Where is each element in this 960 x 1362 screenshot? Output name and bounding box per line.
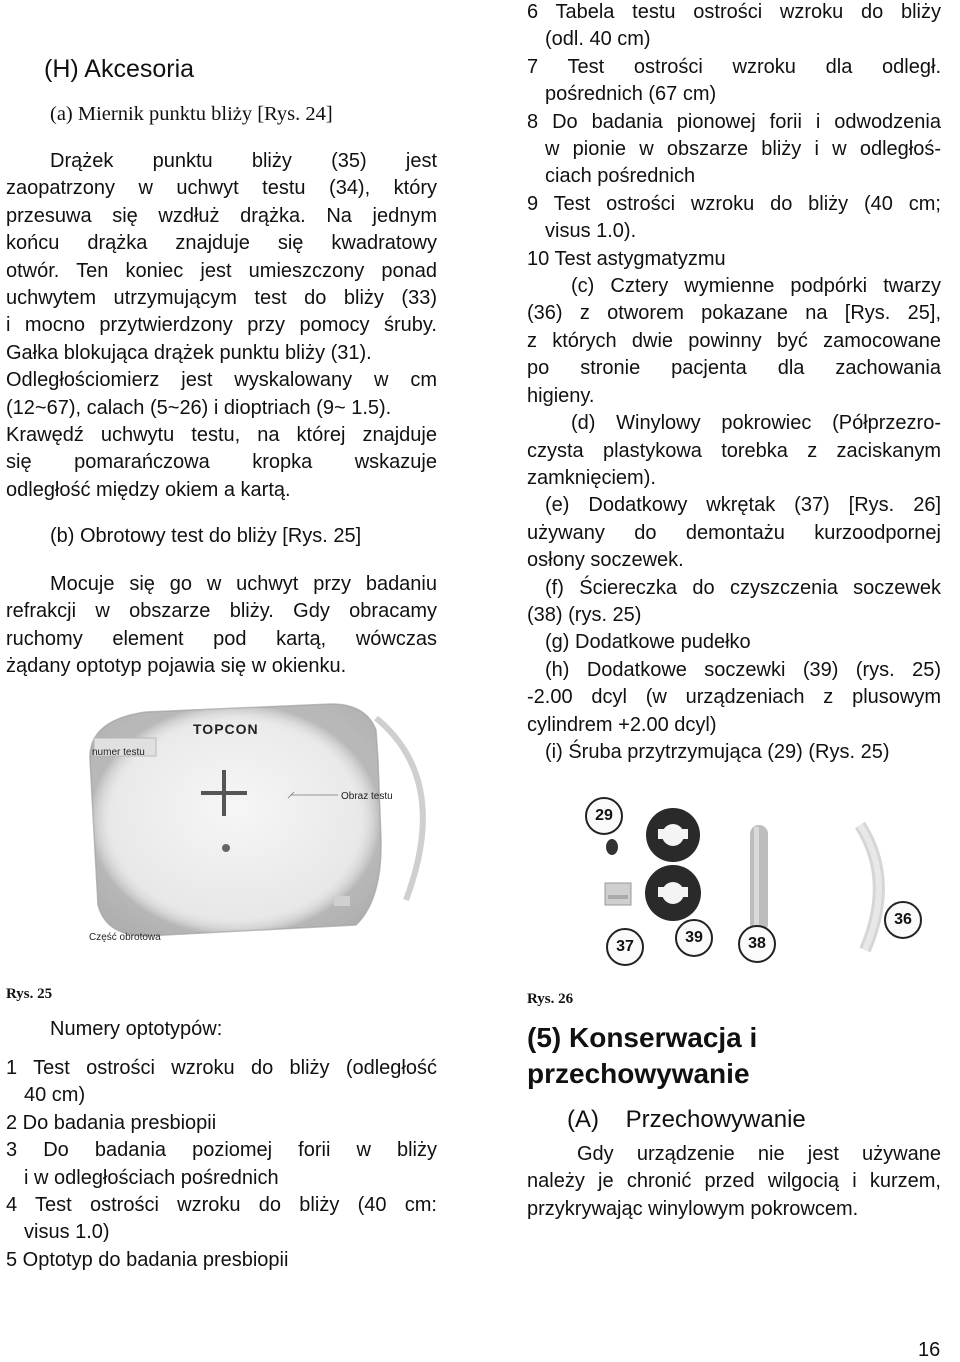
- subheading-near-point-meter: (a) Miernik punktu bliży [Rys. 24]: [50, 103, 333, 125]
- paragraph-line: (38) (rys. 25): [527, 603, 642, 626]
- text-line: końcu drążka znajduje się kwadratowy: [6, 232, 437, 255]
- paragraph-line: (h) Dodatkowe soczewki (39) (rys. 25): [545, 658, 941, 681]
- list-item-continuation: visus 1.0).: [545, 220, 637, 243]
- callout-39: 39: [675, 919, 713, 957]
- text-line: przesuwa się wzdłuż drążka. Na jednym: [6, 204, 437, 227]
- label-test-image: Obraz testu: [341, 791, 393, 802]
- list-item: 8 Do badania pionowej forii i odwodzenia: [527, 110, 941, 133]
- label-rotating-part: Część obrotowa: [89, 932, 161, 943]
- subheading-storage: (A) Przechowywanie: [567, 1106, 806, 1133]
- list-item-continuation: i w odległościach pośrednich: [24, 1166, 279, 1189]
- paragraph-line: z których dwie powinny być zamocowane: [527, 329, 941, 352]
- paragraph-line: (e) Dodatkowy wkrętak (37) [Rys. 26]: [545, 494, 941, 517]
- paragraph-line: (d) Winylowy pokrowiec (Półprzezro-: [571, 412, 941, 435]
- list-item: 6 Tabela testu ostrości wzroku do bliży: [527, 1, 941, 23]
- text-line: Drążek punktu bliży (35) jest: [50, 150, 437, 172]
- figure-caption-25: Rys. 25: [6, 986, 53, 1002]
- text-line: Gdy urządzenie nie jest używane: [577, 1143, 941, 1165]
- section-heading-accessories: (H) Akcesoria: [44, 55, 195, 83]
- list-item-continuation: pośrednich (67 cm): [545, 83, 717, 106]
- paragraph-line: (g) Dodatkowe pudełko: [545, 631, 751, 654]
- text-line: żądany optotyp pojawia się w okienku.: [6, 655, 347, 678]
- optotypes-list: [6, 1055, 437, 1274]
- paragraph-line: po stronie pacjenta dla zachowania: [527, 357, 941, 380]
- topcon-logo: TOPCON: [193, 721, 259, 737]
- figure-caption-26: Rys. 26: [527, 991, 574, 1007]
- list-item-continuation: visus 1.0): [24, 1221, 110, 1244]
- page-number: 16: [918, 1339, 941, 1361]
- section-title-line: przechowywanie: [527, 1058, 750, 1089]
- paragraph-line: (f) Ściereczka do czyszczenia soczewek: [545, 576, 941, 599]
- list-item: 1 Test ostrości wzroku do bliży (odległość: [6, 1057, 437, 1079]
- figure-accessories-photo: [570, 795, 950, 975]
- text-line: uchwytem utrzymującym test do bliży (33): [6, 287, 437, 310]
- list-item: 7 Test ostrości wzroku dla odległ.: [527, 55, 941, 78]
- text-line: odległość między okiem a kartą.: [6, 478, 291, 501]
- list-item: 2 Do badania presbiopii: [6, 1111, 217, 1134]
- list-item-continuation: (odl. 40 cm): [545, 28, 651, 51]
- text-line: przykrywając winylowym pokrowcem.: [527, 1197, 859, 1220]
- text-line: Mocuje się go w uchwyt przy badaniu: [50, 573, 437, 595]
- paragraph-line: higieny.: [527, 384, 595, 407]
- paragraph-line: używany do demontażu kurzoodpornej: [527, 521, 941, 544]
- callout-37: 37: [606, 928, 644, 966]
- section-title-maintenance: [527, 1020, 757, 1092]
- paragraph-line: cylindrem +2.00 dcyl): [527, 713, 717, 736]
- figure-rotating-test-card: [76, 700, 451, 943]
- paragraph-line: (36) z otworem pokazane na [Rys. 25],: [527, 302, 941, 325]
- list-item-continuation: w pionie w obszarze bliży i w odległoś-: [545, 138, 941, 161]
- callout-38: 38: [738, 925, 776, 963]
- text-line: zaopatrzony w uchwyt testu (34), który: [6, 177, 437, 200]
- text-line: refrakcji w obszarze bliży. Gdy obracamy: [6, 600, 437, 623]
- text-line: Odległościomierz jest wyskalowany w cm: [6, 369, 437, 392]
- list-item: 9 Test ostrości wzroku do bliży (40 cm;: [527, 192, 941, 215]
- text-line: Gałka blokująca drążek punktu bliży (31).: [6, 341, 372, 364]
- callout-36: 36: [884, 901, 922, 939]
- paragraph-line: osłony soczewek.: [527, 549, 684, 572]
- section-title-line: (5) Konserwacja i: [527, 1022, 758, 1053]
- optotypes-title: Numery optotypów:: [50, 1018, 223, 1040]
- text-line: i mocno przytwierdzony przy pomocy śruby.: [6, 314, 437, 337]
- text-line: ruchomy element pod kartą, wówczas: [6, 627, 437, 650]
- list-item: 3 Do badania poziomej forii w bliży: [6, 1139, 437, 1162]
- paragraph-line: -2.00 dcyl (w urządzeniach z plusowym: [527, 686, 941, 709]
- list-item: 10 Test astygmatyzmu: [527, 247, 726, 270]
- paragraph-storage: [527, 1141, 941, 1223]
- label-test-number: numer testu: [92, 747, 145, 758]
- text-line: się pomarańczowa kropka wskazuje: [6, 451, 437, 474]
- text-line: (12~67), calach (5~26) i dioptriach (9~ 1.5).: [6, 396, 392, 419]
- paragraph-near-point-meter: [6, 148, 437, 504]
- paragraph-rotating-near-test: [6, 571, 437, 681]
- callout-29: 29: [585, 797, 623, 835]
- paragraph-line: (c) Cztery wymienne podpórki twarzy: [571, 275, 941, 298]
- right-column-text: [527, 0, 941, 766]
- text-line: należy je chronić przed wilgocią i kurzem,: [527, 1170, 941, 1193]
- list-item-continuation: ciach pośrednich: [545, 165, 696, 188]
- list-item-continuation: 40 cm): [24, 1084, 86, 1107]
- subheading-rotating-near-test: (b) Obrotowy test do bliży [Rys. 25]: [50, 525, 362, 547]
- list-item: 5 Optotyp do badania presbiopii: [6, 1248, 289, 1271]
- paragraph-line: (i) Śruba przytrzymująca (29) (Rys. 25): [545, 740, 890, 763]
- list-item: 4 Test ostrości wzroku do bliży (40 cm:: [6, 1194, 437, 1217]
- text-line: otwór. Ten koniec jest umieszczony ponad: [6, 259, 437, 282]
- paragraph-line: zamknięciem).: [527, 466, 656, 489]
- paragraph-line: czysta plastykowa torebka z zaciskanym: [527, 439, 941, 462]
- text-line: Krawędź uchwytu testu, na której znajduje: [6, 424, 437, 447]
- test-card-illustration: [76, 700, 451, 940]
